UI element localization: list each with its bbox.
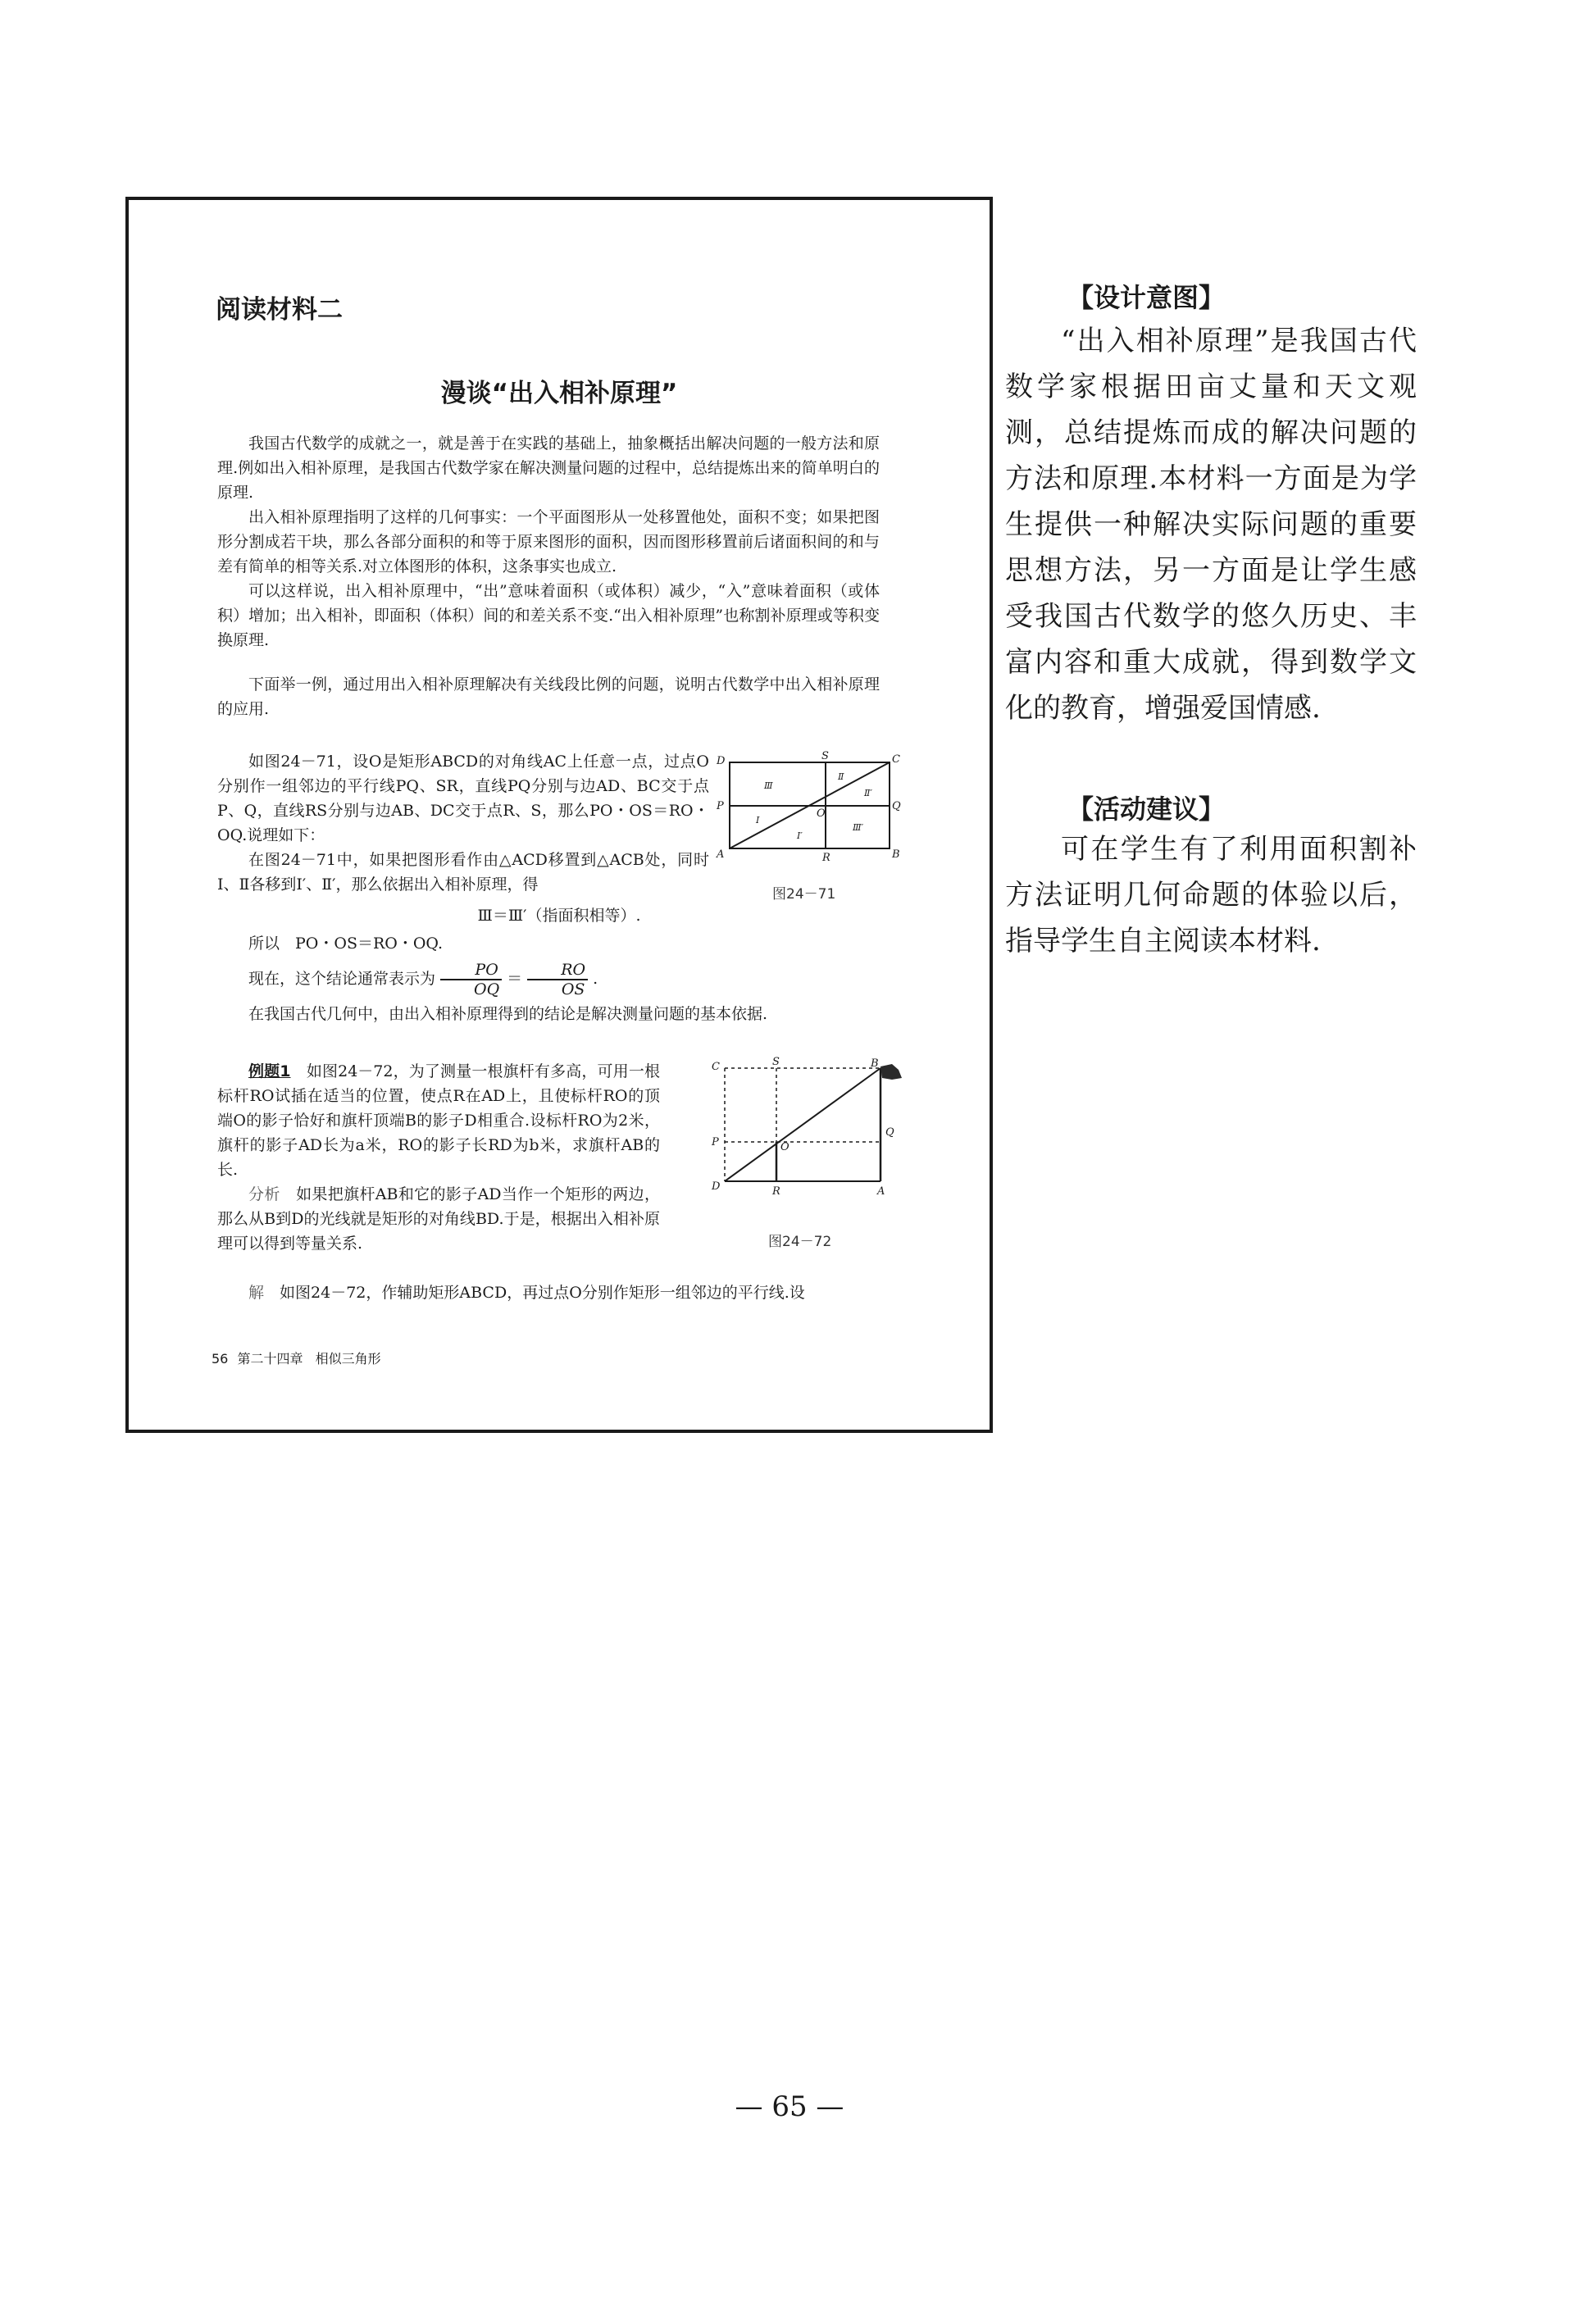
footer-chapter-title: 相似三角形 bbox=[315, 1351, 381, 1367]
flag-icon bbox=[881, 1064, 902, 1080]
so-line: 所以 PO・OS＝RO・OQ. bbox=[248, 935, 444, 953]
intro-paragraph-2: 出入相补原理指明了这样的几何事实：一个平面图形从一处移置他处，面积不变；如果把图形分割成若干块，那么各部分面积的和等于原来图形的面积，因而图形移置前后诸面积间的和与差有简单的相等关系.对立体图形的体积，这条事实也成立. bbox=[217, 508, 880, 575]
textbook-page-frame bbox=[125, 197, 993, 1433]
example1-label: 例题1 bbox=[248, 1062, 291, 1080]
fig71-point-s: S bbox=[821, 751, 829, 762]
page-number: — 65 — bbox=[735, 2090, 844, 2123]
fig71-point-p: P bbox=[717, 800, 724, 812]
fig72-point-p: P bbox=[712, 1136, 719, 1148]
fig71-region-2-prime: Ⅱ′ bbox=[864, 788, 872, 798]
conclusion-line bbox=[217, 961, 880, 998]
figure-24-71 bbox=[715, 751, 903, 874]
design-intent-heading: 【设计意图】 bbox=[1067, 282, 1226, 313]
frac-equals: ＝ bbox=[507, 970, 523, 988]
fraction-ro-os bbox=[527, 961, 588, 998]
reading-title: 阅读材料二 bbox=[216, 295, 343, 325]
fig71-region-3-prime: Ⅲ′ bbox=[853, 822, 864, 833]
intro-paragraph-3: 可以这样说，出入相补原理中，“出”意味着面积（或体积）减少，“入”意味着面积（或体积）增加；出入相补，即面积（体积）间的和差关系不变.“出入相补原理”也称割补原理或等积变换原理. bbox=[217, 582, 880, 649]
example1-text: 如图24－72，为了测量一根旗杆有多高，可用一根标杆RO试插在适当的位置，使点R在AD上，且使标杆RO的顶端O的影子恰好和旗杆顶端B的影子D相重合.设标杆RO为2米，旗杆的影子AD长为a米，RO的影子长RD为b米，求旗杆AB的长. bbox=[217, 1062, 660, 1179]
page-footer bbox=[212, 1348, 381, 1367]
fig72-point-d: D bbox=[712, 1180, 721, 1193]
conclusion-prefix: 现在，这个结论通常表示为 bbox=[248, 970, 436, 988]
example1-block bbox=[217, 1059, 660, 1256]
intro-paragraph-4: 下面举一例，通过用出入相补原理解决有关线段比例的问题，说明古代数学中出入相补原理的应用. bbox=[217, 675, 880, 718]
analysis-label: 分析 bbox=[248, 1185, 280, 1203]
fig71-point-r: R bbox=[822, 852, 830, 864]
example1-paragraph bbox=[217, 1059, 660, 1182]
fig72-point-o: O bbox=[780, 1141, 790, 1153]
example-paragraph-2: 在图24－71中，如果把图形看作由△ACD移置到△ACB处，同时Ⅰ、Ⅱ各移到Ⅰ′、Ⅱ′，那么依据出入相补原理，得 bbox=[217, 851, 709, 894]
example-paragraph-1: 如图24－71，设O是矩形ABCD的对角线AC上任意一点，过点O分别作一组邻边的平行线PQ、SR，直线PQ分别与边AD、BC交于点P、Q，直线RS分别与边AB、DC交于点R、S，那么PO・OS＝RO・OQ.说理如下： bbox=[217, 753, 709, 844]
footer-chapter: 第二十四章 bbox=[237, 1351, 303, 1367]
fig72-point-c: C bbox=[712, 1061, 720, 1073]
solution-paragraph bbox=[217, 1280, 880, 1305]
analysis-text: 如果把旗杆AB和它的影子AD当作一个矩形的两边，那么从B到D的光线就是矩形的对角线BD.于是，根据出入相补原理可以得到等量关系. bbox=[217, 1185, 660, 1253]
design-intent-text: “出入相补原理”是我国古代数学家根据田亩丈量和天文观测，总结提炼而成的解决问题的方法和原理.本材料一方面是为学生提供一种解决实际问题的重要思想方法，另一方面是让学生感受我国古代数学的悠久历史、丰富内容和重大成就，得到数学文化的教育，增强爱国情感. bbox=[1005, 325, 1417, 725]
fig71-point-d: D bbox=[717, 755, 726, 767]
fig71-point-q: Q bbox=[892, 800, 901, 812]
solution-block bbox=[217, 1280, 880, 1305]
solution-text: 如图24－72，作辅助矩形ABCD，再过点O分别作矩形一组邻边的平行线.设 bbox=[280, 1284, 805, 1302]
example-block bbox=[217, 749, 709, 897]
fig72-point-r: R bbox=[772, 1185, 780, 1198]
frac-right-denominator: OS bbox=[561, 980, 585, 998]
fig72-caption: 图24－72 bbox=[768, 1234, 832, 1250]
equation-1: Ⅲ＝Ⅲ′（指面积相等）. bbox=[477, 907, 641, 925]
fig72-point-a: A bbox=[877, 1185, 885, 1198]
frac-left-numerator: PO bbox=[440, 961, 502, 980]
frac-suffix: . bbox=[593, 970, 598, 988]
article-title: 漫谈“出入相补原理” bbox=[440, 379, 678, 408]
intro-block bbox=[217, 431, 880, 721]
activity-text: 可在学生有了利用面积割补方法证明几何命题的体验以后，指导学生自主阅读本材料. bbox=[1005, 833, 1417, 957]
fig71-point-c: C bbox=[892, 753, 900, 766]
conclusion-block bbox=[217, 931, 880, 1026]
frac-left-denominator: OQ bbox=[474, 980, 500, 998]
fig71-caption: 图24－71 bbox=[772, 886, 836, 903]
fig71-point-b: B bbox=[892, 848, 900, 861]
frac-right-numerator: RO bbox=[527, 961, 588, 980]
footer-page-number: 56 bbox=[212, 1351, 229, 1367]
fig71-point-a: A bbox=[717, 848, 725, 861]
fig72-light-ray-bd bbox=[725, 1068, 881, 1181]
fraction-po-oq bbox=[440, 961, 502, 998]
fig72-point-s: S bbox=[772, 1057, 780, 1068]
basis-line: 在我国古代几何中，由出入相补原理得到的结论是解决测量问题的基本依据. bbox=[248, 1005, 768, 1023]
fig71-region-1-prime: Ⅰ′ bbox=[797, 830, 803, 841]
fig71-region-1: Ⅰ bbox=[756, 815, 760, 825]
fig72-point-q: Q bbox=[885, 1126, 894, 1139]
activity-heading: 【活动建议】 bbox=[1067, 794, 1226, 825]
fig71-region-3: Ⅲ bbox=[764, 780, 773, 791]
intro-paragraph-1: 我国古代数学的成就之一，就是善于在实践的基础上，抽象概括出解决问题的一般方法和原理.例如出入相补原理，是我国古代数学家在解决测量问题的过程中，总结提炼出来的简单明白的原理. bbox=[217, 434, 880, 502]
fig71-point-o: O bbox=[817, 807, 826, 820]
figure-24-72 bbox=[707, 1057, 920, 1200]
fig71-region-2: Ⅱ bbox=[838, 771, 844, 782]
solution-label: 解 bbox=[248, 1284, 265, 1302]
fig72-point-b: B bbox=[871, 1057, 879, 1070]
analysis-paragraph bbox=[217, 1182, 660, 1256]
